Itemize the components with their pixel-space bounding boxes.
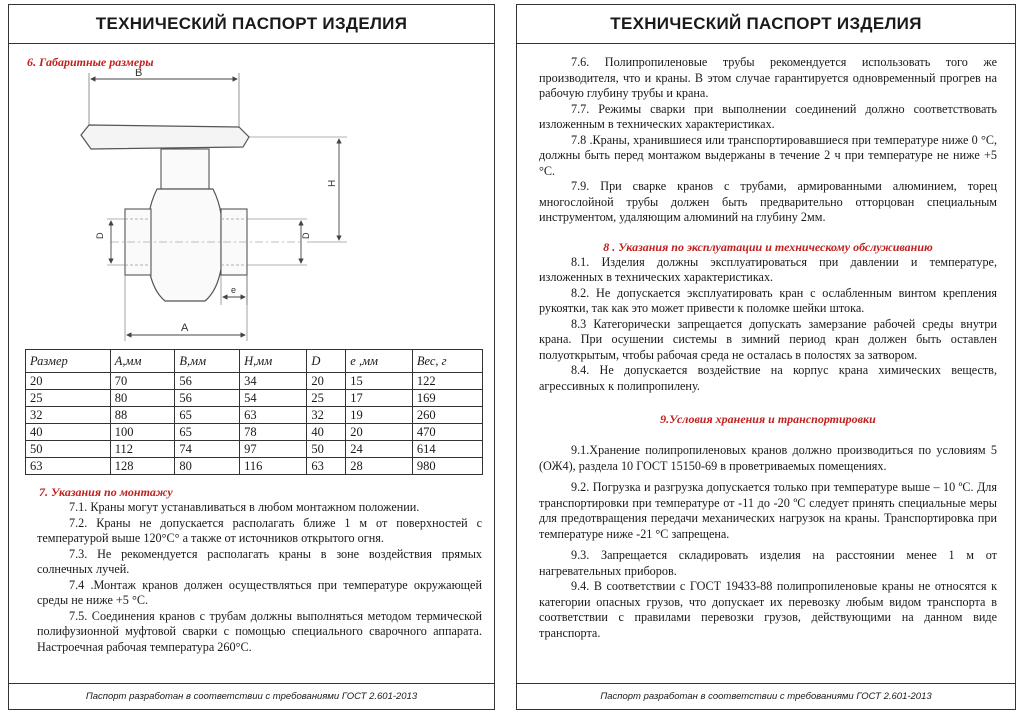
- table-cell: 17: [346, 390, 413, 407]
- table-cell: 32: [307, 407, 346, 424]
- table-cell: 19: [346, 407, 413, 424]
- table-cell: 50: [307, 441, 346, 458]
- header-weight: Вес, г: [412, 350, 482, 373]
- header-d: D: [307, 350, 346, 373]
- right-page-footer: Паспорт разработан в соответствии с требованиями ГОСТ 2.601-2013: [517, 683, 1015, 709]
- table-cell: 74: [175, 441, 240, 458]
- table-cell: 20: [26, 373, 111, 390]
- table-cell: 112: [110, 441, 175, 458]
- table-row: [26, 458, 483, 475]
- section7-body: [37, 500, 482, 655]
- table-header-row: [26, 350, 483, 373]
- right-page-body: [539, 55, 997, 641]
- table-cell: 32: [26, 407, 111, 424]
- table-cell: 25: [26, 390, 111, 407]
- table-cell: 65: [175, 424, 240, 441]
- valve-body: [149, 189, 221, 301]
- paragraph: 7.6. Полипропиленовые трубы рекомендуется использовать того же производителя, что и краны. В этом случае гарантируется одновременный прогрев на рабочую глубину трубы и крана.: [539, 55, 997, 100]
- table-cell: 15: [346, 373, 413, 390]
- paragraph: 9.1.Хранение полипропиленовых кранов должно производиться по условиям 5 (ОЖ4), раздела 10 ГОСТ 15150-69 в проветриваемых помещениях.: [539, 443, 997, 473]
- table-cell: 56: [175, 390, 240, 407]
- paragraph: 7.2. Краны не допускается располагать ближе 1 м от поверхностей с температурой выше 120°С° а также от источников открытого огня.: [37, 515, 482, 545]
- section7-heading: 7. Указания по монтажу: [39, 485, 173, 499]
- table-row: [26, 373, 483, 390]
- table-cell: 50: [26, 441, 111, 458]
- paragraph: 9.2. Погрузка и разгрузка допускается только при температуре выше – 10 ºС. Для транспортировки при температуре от -11 до -20 ºС следует принять специальные меры для предотвращения передачи механических нагрузок на краны. Транспортировка при температуре ниже -21 °С запрещена.: [539, 480, 997, 541]
- left-page: [8, 4, 495, 710]
- table-cell: 80: [110, 390, 175, 407]
- table-cell: 470: [412, 424, 482, 441]
- header-e: е ,мм: [346, 350, 413, 373]
- table-cell: 63: [240, 407, 307, 424]
- valve-stem: [161, 149, 209, 189]
- paragraph: 7.3. Не рекомендуется располагать краны в зоне воздействия прямых солнечных лучей.: [37, 546, 482, 576]
- table-cell: 169: [412, 390, 482, 407]
- table-cell: 40: [307, 424, 346, 441]
- paragraph: 7.7. Режимы сварки при выполнении соединений должно соответствовать изложенным в технических характеристиках.: [539, 101, 997, 131]
- header-b: В,мм: [175, 350, 240, 373]
- table-cell: 65: [175, 407, 240, 424]
- paragraph: 8.4. Не допускается воздействие на корпус крана химических веществ, агрессивных к полипропилену.: [539, 363, 997, 393]
- e-label: e: [231, 285, 237, 295]
- table-cell: 97: [240, 441, 307, 458]
- header-a: А,мм: [110, 350, 175, 373]
- d-left-label: D: [95, 232, 105, 239]
- paragraph: 7.1. Краны могут устанавливаться в любом монтажном положении.: [69, 500, 420, 514]
- h-label: H: [327, 179, 338, 187]
- left-page-title: ТЕХНИЧЕСКИЙ ПАСПОРТ ИЗДЕЛИЯ: [9, 5, 494, 44]
- table-cell: 614: [412, 441, 482, 458]
- right-page-title: ТЕХНИЧЕСКИЙ ПАСПОРТ ИЗДЕЛИЯ: [517, 5, 1015, 44]
- header-size: Размер: [26, 350, 111, 373]
- table-cell: 54: [240, 390, 307, 407]
- table-row: [26, 390, 483, 407]
- paragraph: 8.2. Не допускается эксплуатировать кран с ослабленным винтом крепления рукоятки, так как это может привести к поломке шейки штока.: [539, 285, 997, 315]
- section8-heading: 8 . Указания по эксплуатации и техническому обслуживанию: [603, 239, 933, 254]
- paragraph: 7.5. Соединения кранов с трубам должны выполняться методом термической полифузионной муфтовой сварки с помощью специального сварочного аппарата. Настроечная рабочая температура 260°С.: [37, 608, 482, 654]
- paragraph: 9.3. Запрещается складировать изделия на расстоянии менее 1 м от нагревательных приборов.: [539, 548, 997, 578]
- table-cell: 260: [412, 407, 482, 424]
- table-cell: 20: [346, 424, 413, 441]
- table-cell: 78: [240, 424, 307, 441]
- paragraph: 8.1. Изделия должны эксплуатироваться при давлении и температуре, изложенных в технических характеристиках.: [539, 254, 997, 284]
- table-cell: 20: [307, 373, 346, 390]
- table-cell: 980: [412, 458, 482, 475]
- header-h: Н,мм: [240, 350, 307, 373]
- valve-handle: [81, 125, 249, 149]
- table-cell: 116: [240, 458, 307, 475]
- table-cell: 128: [110, 458, 175, 475]
- table-cell: 80: [175, 458, 240, 475]
- paragraph: 7.4 .Монтаж кранов должен осуществляться при температуре окружающей среды не ниже +5 °С.: [37, 577, 482, 607]
- paragraph: 8.3 Категорически запрещается допускать замерзание рабочей среды внутри крана. При осушении системы в зимний период кран должен быть оставлен полуоткрытым, чтобы рабочая среда не осталась в полостях за затвором.: [539, 316, 997, 362]
- table-cell: 25: [307, 390, 346, 407]
- table-row: [26, 424, 483, 441]
- section6-heading: 6. Габаритные размеры: [27, 55, 154, 69]
- dimensions-table: [25, 349, 483, 475]
- b-label: B: [135, 69, 143, 79]
- paragraph: 7.9. При сварке кранов с трубами, армированными алюминием, торец многослойной трубы должен быть предварительно отторцован специальным инструментом, удаляющим алюминий на глубину 2мм.: [539, 179, 997, 224]
- table-cell: 63: [307, 458, 346, 475]
- table-row: [26, 407, 483, 424]
- table-cell: 122: [412, 373, 482, 390]
- section9-heading: 9.Условия хранения и транспортировки: [660, 412, 876, 426]
- paragraph: 7.8 .Краны, хранившиеся или транспортировавшиеся при температуре ниже 0 °С, должны быть перед монтажом выдержаны в течение 2 ч при температуре не ниже +5 °С.: [539, 132, 997, 178]
- table-cell: 40: [26, 424, 111, 441]
- table-cell: 63: [26, 458, 111, 475]
- paragraph: 9.4. В соответствии с ГОСТ 19433-88 полипропиленовые краны не относятся к категории опасных грузов, что допускает их перевозку любым видом транспорта в соответствии с правилами перевозки грузов, действующими на данном виде транспорта.: [539, 579, 997, 640]
- table-cell: 88: [110, 407, 175, 424]
- a-label: A: [181, 322, 189, 334]
- table-cell: 24: [346, 441, 413, 458]
- table-cell: 70: [110, 373, 175, 390]
- table-row: [26, 441, 483, 458]
- table-cell: 56: [175, 373, 240, 390]
- right-page: [516, 4, 1016, 710]
- table-cell: 28: [346, 458, 413, 475]
- table-cell: 34: [240, 373, 307, 390]
- valve-dimension-drawing: [71, 69, 371, 344]
- table-cell: 100: [110, 424, 175, 441]
- left-page-footer: Паспорт разработан в соответствии с требованиями ГОСТ 2.601-2013: [9, 683, 494, 709]
- d-right-label: D: [301, 232, 311, 239]
